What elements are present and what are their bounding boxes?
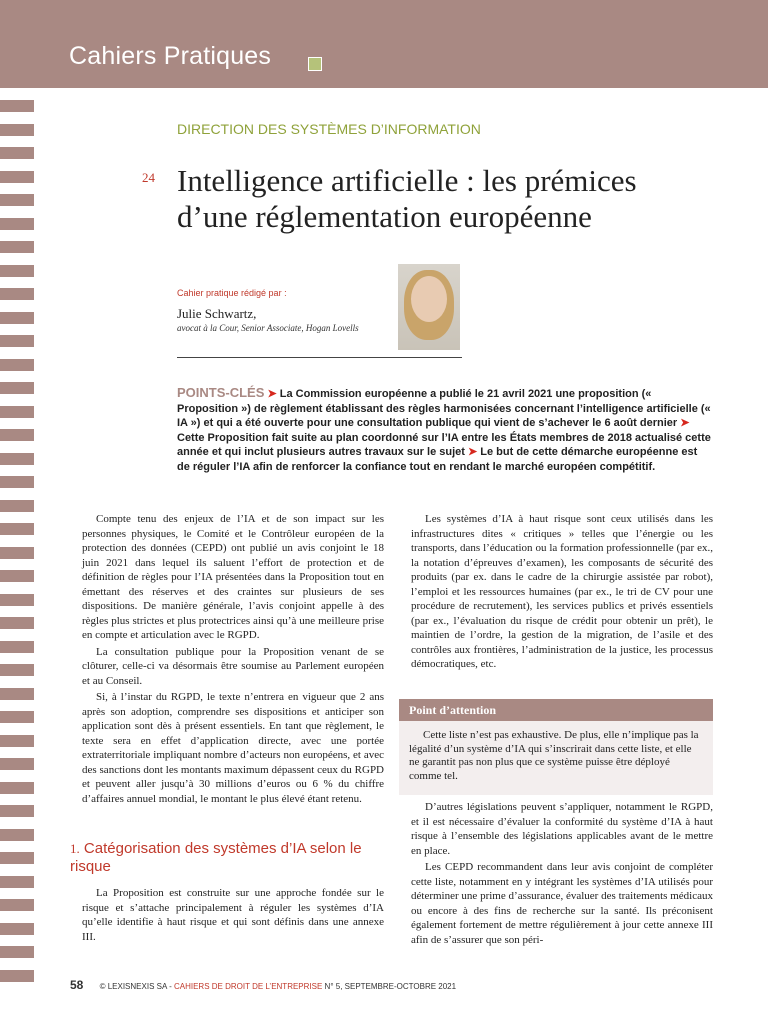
key-point-2: Cette Proposition fait suite au plan coordonné sur l’IA entre les États membres de 2018 actualisé cette année et qui inclut plusieurs autres travaux sur le sujet xyxy=(177,431,711,458)
right-column-continued xyxy=(411,800,713,949)
paragraph: Si, à l’instar du RGPD, le texte n’entrera en vigueur que 2 ans après son adoption, comprendre ses dispositions et anticiper son application sont dès à présent essentiels. En tant que règlement, le texte sera en effet d’application directe, avec une portée extraterritoriale impliquant nombre d’acteurs non européens, et avec des sanctions dont les montants maximum dépassent ceux du RGPD et peuvent aller jusqu’à 30 millions d’euros ou 6 % du chiffre d’affaires annuel mondial, le montant le plus élevé étant retenu. xyxy=(82,691,384,805)
section-heading-number: 1. xyxy=(70,841,80,856)
margin-stripe xyxy=(0,758,34,770)
title-line-1: Intelligence artificielle : les prémices xyxy=(177,163,637,198)
margin-stripe xyxy=(0,782,34,794)
page-number: 58 xyxy=(70,978,84,992)
margin-stripe xyxy=(0,265,34,277)
margin-stripe xyxy=(0,406,34,418)
margin-stripe xyxy=(0,876,34,888)
author-photo xyxy=(398,264,460,350)
title-line-2: d’une réglementation européenne xyxy=(177,199,592,234)
margin-stripe xyxy=(0,547,34,559)
paragraph: La consultation publique pour la Proposition venant de se clôturer, celle-ci va désormais être soumise au Parlement européen et au Conseil. xyxy=(82,645,384,687)
margin-stripe xyxy=(0,288,34,300)
margin-stripe xyxy=(0,852,34,864)
margin-stripe xyxy=(0,476,34,488)
left-column xyxy=(82,512,384,808)
margin-stripe xyxy=(0,617,34,629)
arrow-icon: ➤ xyxy=(267,388,277,400)
right-column xyxy=(411,512,713,674)
margin-stripe xyxy=(0,594,34,606)
page-footer xyxy=(70,978,456,992)
author-role: avocat à la Cour, Senior Associate, Hogan Lovells xyxy=(177,323,359,333)
margin-stripe xyxy=(0,664,34,676)
margin-stripe xyxy=(0,711,34,723)
article-number: 24 xyxy=(142,170,155,185)
section-kicker: DIRECTION DES SYSTÈMES D’INFORMATION xyxy=(177,121,481,137)
article-title xyxy=(177,163,737,235)
author-name: Julie Schwartz, xyxy=(177,306,257,321)
journal-title: Cahiers Pratiques xyxy=(69,42,272,70)
section-heading-text: Catégorisation des systèmes d’IA selon le risque xyxy=(70,840,362,875)
margin-stripe xyxy=(0,688,34,700)
margin-stripe xyxy=(0,194,34,206)
margin-stripe xyxy=(0,923,34,935)
paragraph: Les CEPD recommandent dans leur avis conjoint de compléter cette liste, notamment en y intégrant les systèmes d’IA utilisés pour déterminer une prime d’assurance, évaluer des traitements médicaux ou encore à des fins de recherche sur la santé. Ils préconisent également fortement de mettre régulièrement à jour cette annexe III afin de s’assurer que son péri- xyxy=(411,861,713,946)
attention-title: Point d’attention xyxy=(399,699,713,721)
margin-stripe xyxy=(0,805,34,817)
divider xyxy=(177,357,462,358)
margin-stripe xyxy=(0,429,34,441)
margin-stripe xyxy=(0,124,34,136)
margin-stripe xyxy=(0,829,34,841)
paragraph: Compte tenu des enjeux de l’IA et de son impact sur les personnes physiques, le Comité et le Contrôleur européen de la protection des données (CEPD) ont publié un avis conjoint le 18 juin 2021 dans lequel ils saluent l’effort de protection et de définition de règles pour l’IA présentées dans la Proposition tout en émettant des réserves et des craintes sur plusieurs de ses dispositions. De manière générale, l’avis conjoint appelle à des règles plus strictes et plus protectrices ainsi qu’à une meilleure prise en compte et articulation avec le RGPD. xyxy=(82,513,384,641)
left-column-continued xyxy=(82,886,384,946)
margin-stripe xyxy=(0,359,34,371)
margin-stripe xyxy=(0,946,34,958)
key-points xyxy=(177,386,713,474)
margin-stripe xyxy=(0,735,34,747)
paragraph: La Proposition est construite sur une approche fondée sur le risque et s’attache principalement à réguler les systèmes d’IA qu’elle identifie à haut risque et qui sont définis dans une annexe III. xyxy=(82,887,384,943)
margin-stripe xyxy=(0,335,34,347)
attention-body: Cette liste n’est pas exhaustive. De plus, elle n’implique pas la légalité d’un système d’IA qui s’inscrirait dans cette liste, et elle ne garantit pas non plus que ce système puisse être déployé comme tel. xyxy=(399,721,713,795)
margin-stripe xyxy=(0,500,34,512)
copyright: © LEXISNEXIS SA - xyxy=(99,982,172,991)
margin-stripe xyxy=(0,970,34,982)
margin-stripe xyxy=(0,100,34,112)
margin-stripe xyxy=(0,453,34,465)
margin-stripe xyxy=(0,570,34,582)
key-point-1: La Commission européenne a publié le 21 avril 2021 une proposition (« Proposition ») de règlement établissant des règles harmonisées concernant l’intelligence artificielle (« IA ») et qui a été ouverte pour une consultation publique qui vient de s’achever le 6 août dernier xyxy=(177,388,711,429)
margin-stripe xyxy=(0,523,34,535)
publication-name: CAHIERS DE DROIT DE L’ENTREPRISE xyxy=(173,982,323,991)
section-heading xyxy=(70,840,390,876)
margin-stripe xyxy=(0,147,34,159)
arrow-icon: ➤ xyxy=(680,417,690,429)
margin-stripe xyxy=(0,312,34,324)
paragraph: Les systèmes d’IA à haut risque sont ceux utilisés dans les infrastructures dites « critiques » telles que l’énergie ou les transports, dans l’éducation ou la formation professionnelle (par ex., la notation d’épreuves d’examen), les composants de sécurité des produits (par ex. dans le cadre de la chirurgie assistée par robot), l’emploi et les ressources humaines (par ex., le tri de CV pour une procédure de recrutement), les services publics et privés essentiels (par ex., l’évaluation du risque de crédit pour obtenir un prêt), le maintien de l’ordre, la gestion de la migration, de l’asile et des contrôles aux frontières, l’administration de la justice, les processus démocratiques, etc. xyxy=(411,513,713,670)
margin-stripe xyxy=(0,382,34,394)
key-point-3: Le but de cette démarche européenne est de réguler l’IA afin de renforcer la confiance tout en rendant le marché européen compétitif. xyxy=(177,446,698,473)
header-square-icon xyxy=(308,57,322,71)
attention-box xyxy=(399,699,713,795)
paragraph: D’autres législations peuvent s’appliquer, notamment le RGPD, et il est nécessaire d’évaluer la conformité du système d’IA à haut risque à l’ensemble des législations applicables avant de le mettre en place. xyxy=(411,801,713,857)
author-face xyxy=(411,276,447,322)
margin-stripe xyxy=(0,218,34,230)
margin-stripe xyxy=(0,171,34,183)
margin-stripe xyxy=(0,899,34,911)
arrow-icon: ➤ xyxy=(468,446,478,458)
margin-stripe xyxy=(0,241,34,253)
margin-stripe xyxy=(0,641,34,653)
author-intro: Cahier pratique rédigé par : xyxy=(177,288,287,298)
key-points-label: POINTS-CLÉS xyxy=(177,385,265,400)
issue-info: N° 5, SEPTEMBRE-OCTOBRE 2021 xyxy=(324,982,457,991)
